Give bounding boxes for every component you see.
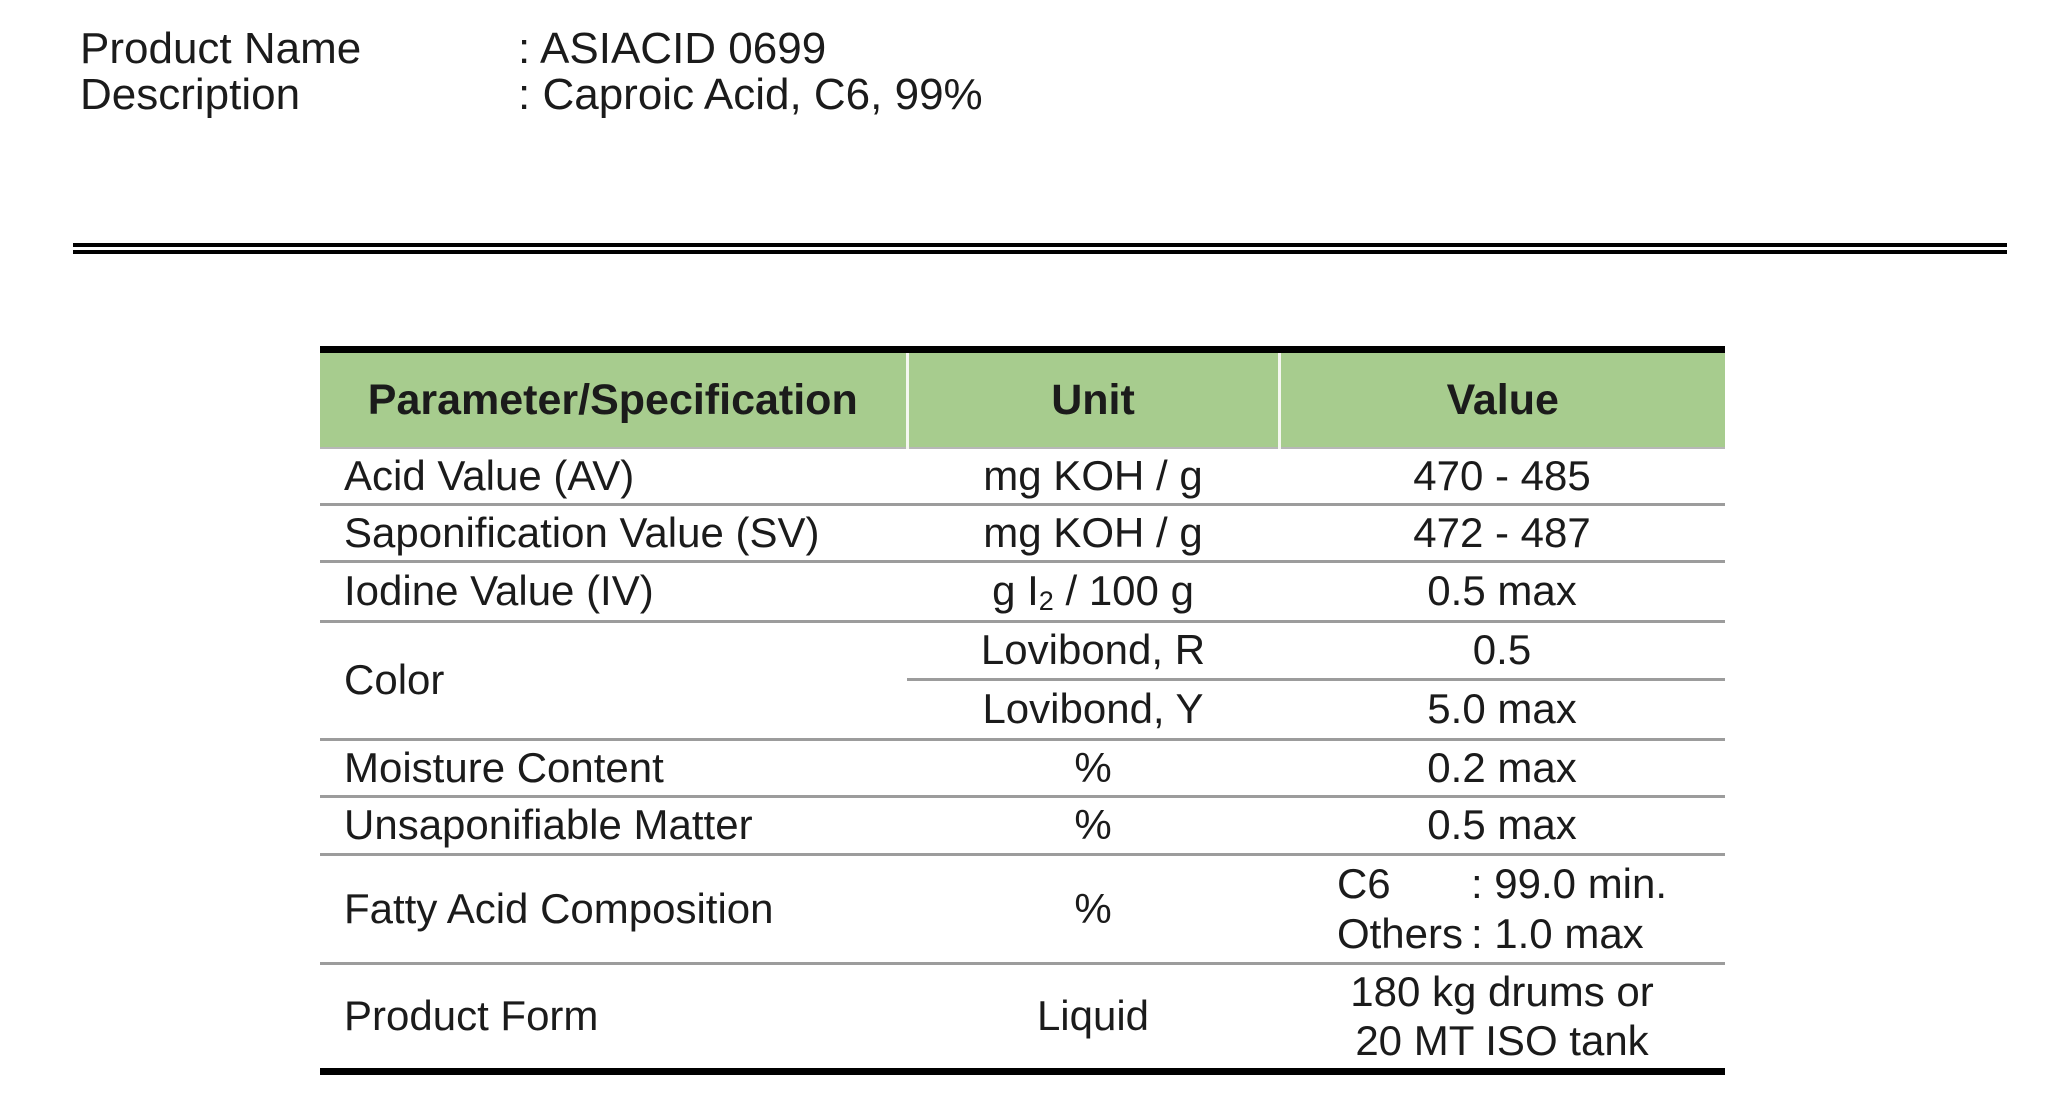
product-name-label: Product Name — [80, 24, 362, 73]
fatty-acid-line-c6 — [1337, 859, 1667, 909]
product-header — [80, 26, 983, 118]
fatty-acid-spec: : 1.0 max — [1470, 909, 1644, 957]
value-cell — [1279, 963, 1725, 1071]
param-cell: Moisture Content — [320, 739, 907, 796]
col-header-parameter: Parameter/Specification — [320, 350, 907, 449]
unit-cell: Liquid — [907, 963, 1279, 1071]
table-header-row — [320, 350, 1725, 449]
fatty-acid-value-block — [1337, 859, 1667, 959]
unit-cell: mg KOH / g — [907, 504, 1279, 561]
col-header-unit: Unit — [907, 350, 1279, 449]
unit-subscript: 2 — [1038, 585, 1054, 616]
unit-cell: % — [907, 854, 1279, 963]
param-cell: Iodine Value (IV) — [320, 561, 907, 621]
value-cell: 0.5 max — [1279, 561, 1725, 621]
table-row-saponification-value — [320, 504, 1725, 561]
table-row-unsaponifiable-matter — [320, 796, 1725, 854]
fatty-acid-spec: : 99.0 min. — [1470, 859, 1668, 907]
unit-cell: Lovibond, R — [907, 621, 1279, 679]
fatty-acid-label: Others — [1336, 909, 1463, 957]
description-value: : Caproic Acid, C6, 99% — [518, 70, 983, 119]
unit-text: / 100 g — [1053, 567, 1194, 614]
unit-cell: % — [907, 739, 1279, 796]
value-cell: 0.5 — [1279, 621, 1725, 679]
table-row-moisture-content — [320, 739, 1725, 796]
fatty-acid-label: C6 — [1336, 859, 1391, 907]
unit-cell: Lovibond, Y — [907, 679, 1279, 739]
value-cell: 5.0 max — [1279, 679, 1725, 739]
fatty-acid-line-others — [1337, 909, 1667, 959]
col-header-value: Value — [1279, 350, 1725, 449]
product-name-value: : ASIACID 0699 — [518, 24, 827, 73]
description-label: Description — [80, 70, 301, 119]
table-row-acid-value — [320, 448, 1725, 504]
description-row — [80, 72, 983, 118]
product-name-row — [80, 26, 983, 72]
value-cell: 470 - 485 — [1413, 451, 1591, 499]
param-cell-color: Color — [320, 621, 907, 739]
value-cell: 0.5 max — [1279, 796, 1725, 854]
param-cell: Product Form — [320, 963, 907, 1071]
param-cell: Fatty Acid Composition — [320, 854, 907, 963]
unit-cell — [907, 561, 1279, 621]
unit-text: g I — [992, 567, 1039, 614]
table-row-color-lovibond-r — [320, 621, 1725, 679]
param-cell: Unsaponifiable Matter — [320, 796, 907, 854]
specification-table — [320, 346, 1725, 1075]
param-cell: Acid Value (AV) — [344, 451, 635, 499]
value-cell: 472 - 487 — [1279, 504, 1725, 561]
unit-cell: mg KOH / g — [983, 451, 1203, 499]
packaging-line-1: 180 kg drums or — [1350, 968, 1654, 1015]
value-cell: 0.2 max — [1279, 739, 1725, 796]
param-cell: Saponification Value (SV) — [320, 504, 907, 561]
table-row-iodine-value — [320, 561, 1725, 621]
packaging-line-2: 20 MT ISO tank — [1355, 1017, 1649, 1064]
value-cell — [1279, 854, 1725, 963]
unit-cell: % — [907, 796, 1279, 854]
table-row-fatty-acid-composition — [320, 854, 1725, 963]
double-horizontal-rule — [73, 243, 2007, 254]
table-row-product-form — [320, 963, 1725, 1071]
